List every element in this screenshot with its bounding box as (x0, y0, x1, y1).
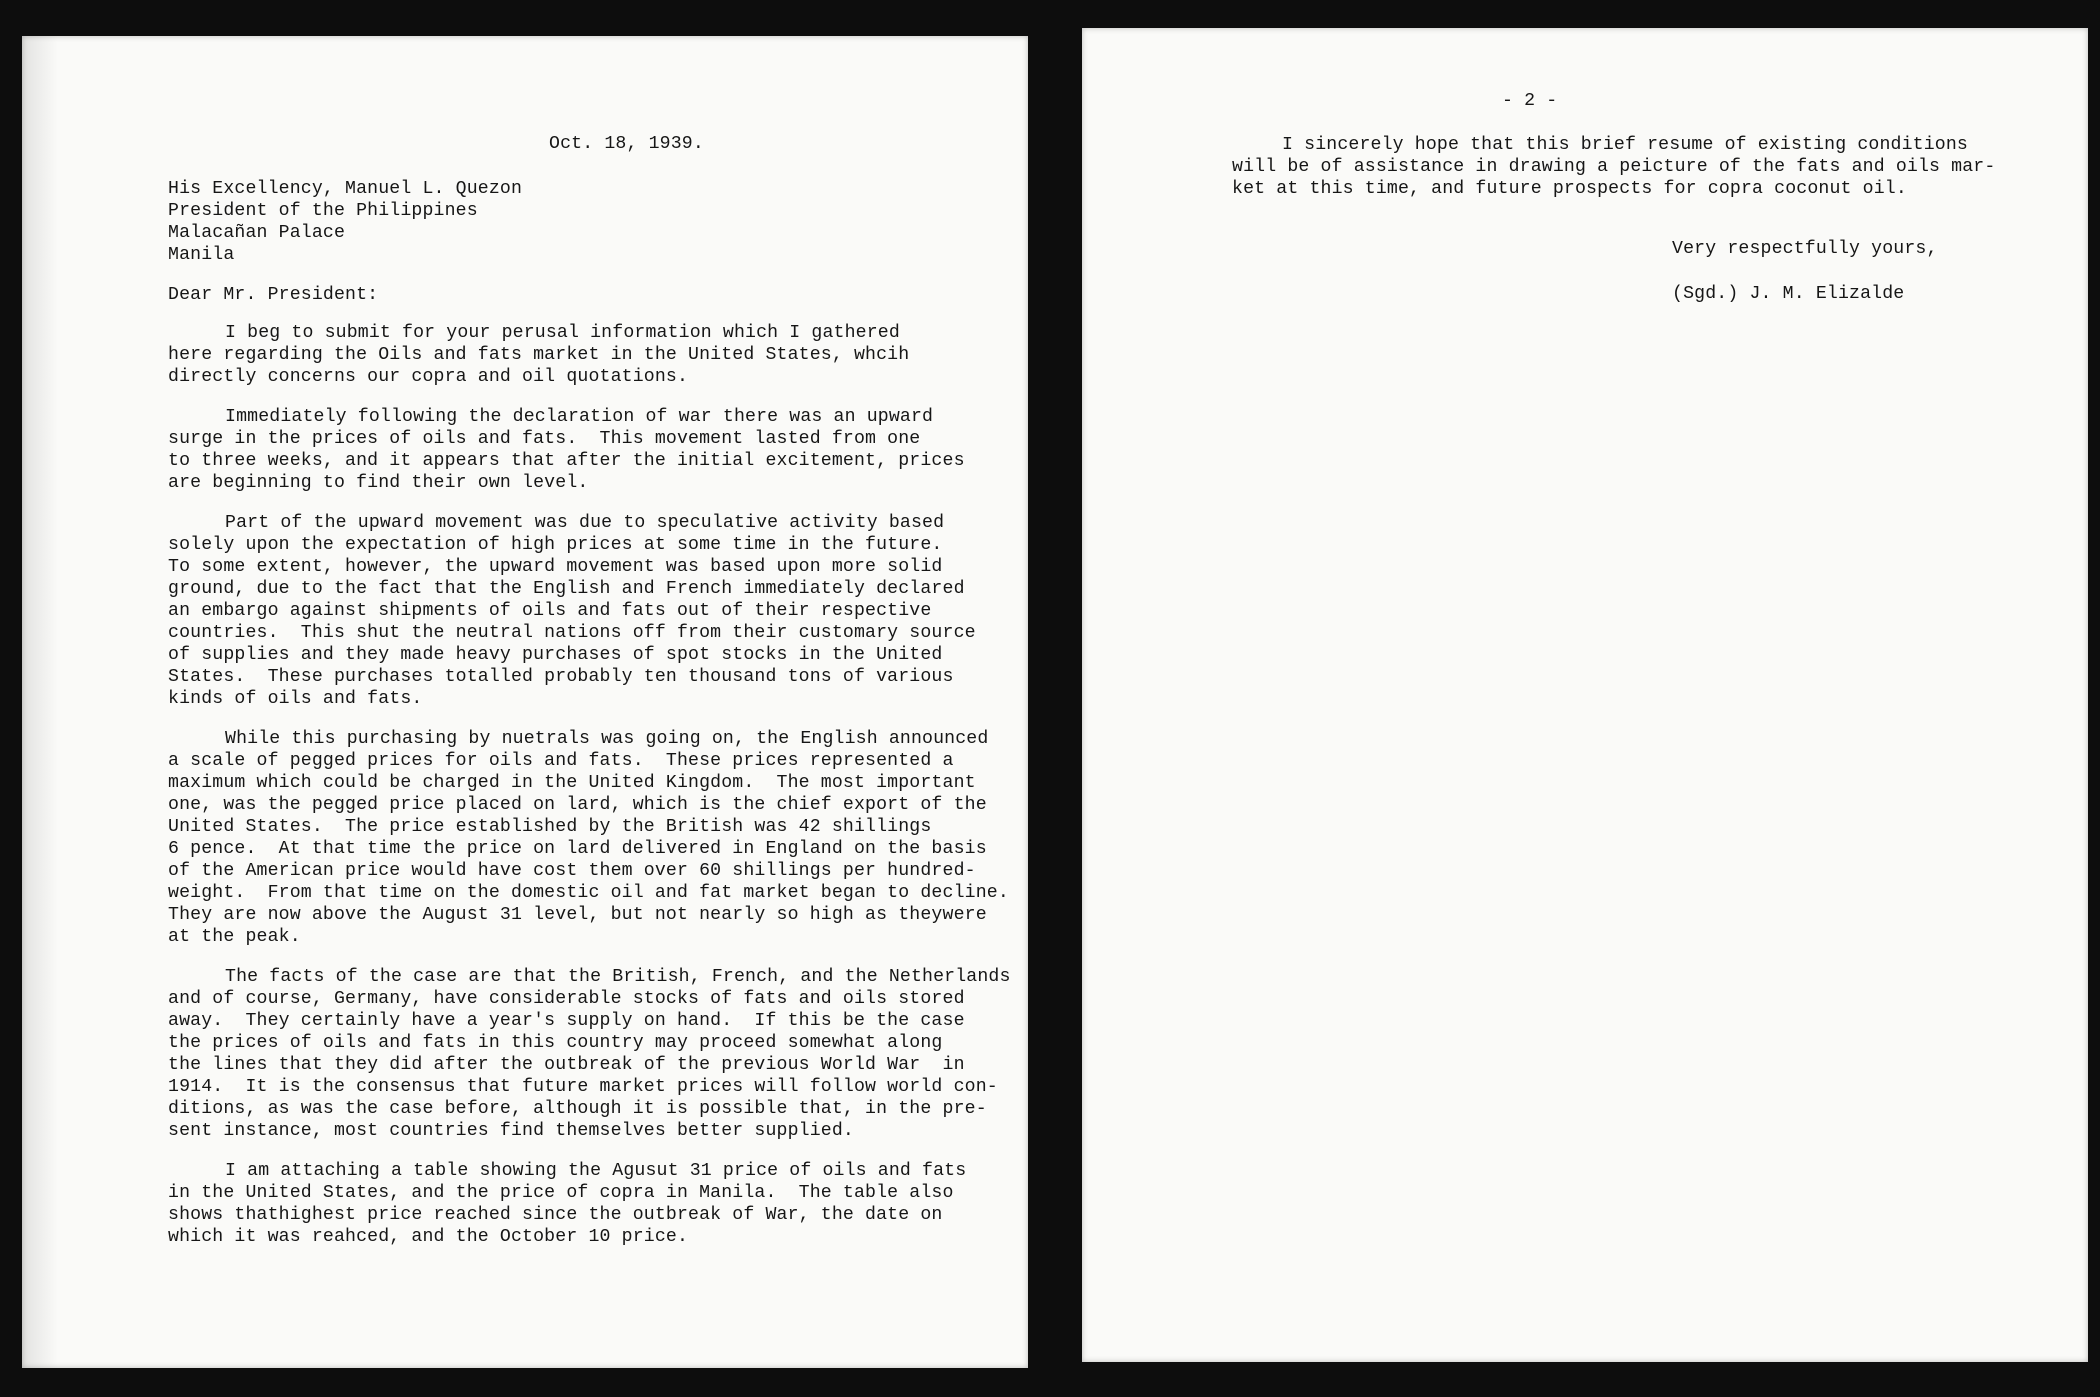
paragraph-line: of the American price would have cost them over 60 shillings per hundred- (168, 861, 976, 881)
address-line: Manila (168, 245, 235, 265)
paragraph-line: kinds of oils and fats. (168, 689, 423, 709)
paragraph-line: directly concerns our copra and oil quotations. (168, 367, 689, 387)
paragraph-line: ditions, as was the case before, although it is possible that, in the pre- (168, 1099, 987, 1119)
paragraph-line: and of course, Germany, have considerable stocks of fats and oils stored (168, 989, 965, 1009)
paragraph-line: shows thathighest price reached since the outbreak of War, the date on (168, 1205, 943, 1225)
paragraph-line: The facts of the case are that the British, French, and the Netherlands (225, 967, 1011, 987)
paragraph-line: weight. From that time on the domestic oil and fat market began to decline. (168, 883, 1009, 903)
paragraph-line: surge in the prices of oils and fats. This movement lasted from one (168, 429, 921, 449)
paragraph-line: away. They certainly have a year's supply on hand. If this be the case (168, 1011, 965, 1031)
paragraph-line: To some extent, however, the upward movement was based upon more solid (168, 557, 943, 577)
paragraph-line: I sincerely hope that this brief resume of existing conditions (1282, 135, 1968, 155)
closing: Very respectfully yours, (1672, 239, 1938, 259)
paragraph-line: ground, due to the fact that the English and French immediately declared (168, 579, 965, 599)
address-line: Malacañan Palace (168, 223, 346, 243)
paragraph-line: the prices of oils and fats in this country may proceed somewhat along (168, 1033, 943, 1053)
letter-page-1 (22, 36, 1028, 1368)
paragraph-line: a scale of pegged prices for oils and fats. These prices represented a (168, 751, 954, 771)
paragraph-line: sent instance, most countries find themselves better supplied. (168, 1121, 854, 1141)
paragraph-line: countries. This shut the neutral nations off from their customary source (168, 623, 976, 643)
paragraph-line: at the peak. (168, 927, 301, 947)
paragraph-line: of supplies and they made heavy purchases of spot stocks in the United (168, 645, 943, 665)
paragraph-line: 1914. It is the consensus that future market prices will follow world con- (168, 1077, 998, 1097)
address-line: President of the Philippines (168, 201, 478, 221)
address-line: His Excellency, Manuel L. Quezon (168, 179, 523, 199)
paragraph-line: the lines that they did after the outbreak of the previous World War in (168, 1055, 965, 1075)
paragraph-line: one, was the pegged price placed on lard, which is the chief export of the (168, 795, 987, 815)
page-number: - 2 - (1502, 91, 1558, 111)
paragraph-line: are beginning to find their own level. (168, 473, 589, 493)
page-edge-shading (22, 36, 58, 1368)
signature: (Sgd.) J. M. Elizalde (1672, 284, 1905, 304)
paragraph-line: I beg to submit for your perusal information which I gathered (225, 323, 900, 343)
letter-date: Oct. 18, 1939. (549, 134, 704, 154)
paragraph-line: 6 pence. At that time the price on lard delivered in England on the basis (168, 839, 987, 859)
paragraph-line: in the United States, and the price of copra in Manila. The table also (168, 1183, 954, 1203)
paragraph-line: They are now above the August 31 level, but not nearly so high as theywere (168, 905, 987, 925)
paragraph-line: ket at this time, and future prospects for copra coconut oil. (1232, 179, 1907, 199)
paragraph-line: Part of the upward movement was due to speculative activity based (225, 513, 945, 533)
paragraph-line: Immediately following the declaration of war there was an upward (225, 407, 934, 427)
letter-page-2 (1082, 28, 2088, 1362)
paragraph-line: I am attaching a table showing the Agusut 31 price of oils and fats (225, 1161, 967, 1181)
paragraph-line: will be of assistance in drawing a peicture of the fats and oils mar- (1232, 157, 1996, 177)
paragraph-line: United States. The price established by the British was 42 shillings (168, 817, 932, 837)
paragraph-line: maximum which could be charged in the United Kingdom. The most important (168, 773, 976, 793)
paragraph-line: which it was reahced, and the October 10 price. (168, 1227, 689, 1247)
paragraph-line: States. These purchases totalled probably ten thousand tons of various (168, 667, 954, 687)
paragraph-line: an embargo against shipments of oils and fats out of their respective (168, 601, 932, 621)
paragraph-line: to three weeks, and it appears that after the initial excitement, prices (168, 451, 965, 471)
paragraph-line: here regarding the Oils and fats market in the United States, whcih (168, 345, 910, 365)
paragraph-line: solely upon the expectation of high prices at some time in the future. (168, 535, 943, 555)
paragraph-line: While this purchasing by nuetrals was going on, the English announced (225, 729, 989, 749)
salutation: Dear Mr. President: (168, 285, 379, 305)
